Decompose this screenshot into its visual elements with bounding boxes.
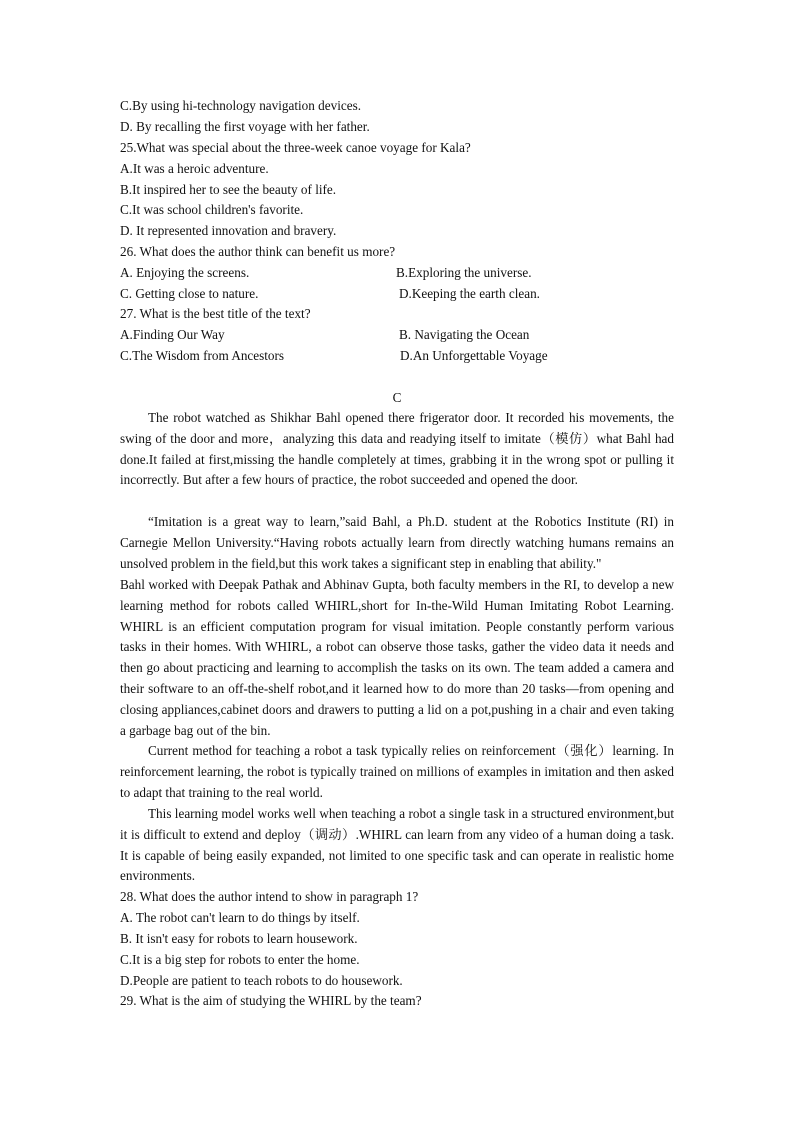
q28-question: 28. What does the author intend to show in paragraph 1? [120,889,419,904]
q26-option-a: A. Enjoying the screens. [120,265,250,280]
q25-option-b: B.It inspired her to see the beauty of life. [120,182,337,197]
q28-option-b: B. It isn't easy for robots to learn housework. [120,931,358,946]
q25-question: 25.What was special about the three-week canoe voyage for Kala? [120,140,471,155]
q25-option-a: A.It was a heroic adventure. [120,161,269,176]
q25-option-d: D. It represented innovation and bravery. [120,223,337,238]
passage-paragraph-2: “Imitation is a great way to learn,”said Bahl, a Ph.D. student at the Robotics Institute (RI) in Carnegie Mellon University.“Having robots actually learn from directly watching humans remains an unsolved problem in the field,but this work takes a significant step in enabling that ability." [120,514,674,571]
passage-paragraph-4: Current method for teaching a robot a task typically relies on reinforcement（强化）learning. In reinforcement learning, the robot is typically trained on millions of examples in imitation and then asked to adapt that training to the real world. [120,743,674,800]
q24-option-d: D. By recalling the first voyage with her father. [120,119,370,134]
q28-option-c: C.It is a big step for robots to enter the home. [120,952,360,967]
q27-option-d: D.An Unforgettable Voyage [400,348,548,363]
q26-question: 26. What does the author think can benefit us more? [120,244,396,259]
passage-paragraph-5: This learning model works well when teaching a robot a single task in a structured environment,but it is difficult to extend and deploy（调动）.WHIRL can learn from any video of a human doing a task. It is capable of being easily expanded, not limited to one specific task and can operate in realistic home environments. [120,806,674,884]
q27-option-a: A.Finding Our Way [120,327,225,342]
passage-paragraph-3: Bahl worked with Deepak Pathak and Abhinav Gupta, both faculty members in the RI, to develop a new learning method for robots called WHIRL,short for In-the-Wild Human Imitating Robot Learning. WHIRL is an efficient computation program for visual imitation. People constantly perform various tasks in their homes. With WHIRL, a robot can observe those tasks, gather the video data it needs and then go about practicing and learning to accomplish the tasks on its own. The team added a camera and their software to an off-the-shelf robot,and it learned how to do more than 20 tasks—from opening and closing appliances,cabinet doors and drawers to putting a lid on a pot,pushing in a chair and even taking a garbage bag out of the bin. [120,577,674,738]
section-c-heading: C [392,390,402,405]
q26-option-d: D.Keeping the earth clean. [399,286,540,301]
q26-option-c: C. Getting close to nature. [120,286,259,301]
q28-option-a: A. The robot can't learn to do things by itself. [120,910,360,925]
passage-paragraph-1: The robot watched as Shikhar Bahl opened there frigerator door. It recorded his movements, the swing of the door and more，analyzing this data and readying itself to imitate（模仿）what Bahl had done.It failed at first,missing the handle completely at times, grabbing it in the wrong spot or pulling it incorrectly. But after a few hours of practice, the robot succeeded and opened the door. [120,410,674,488]
q25-option-c: C.It was school children's favorite. [120,202,304,217]
q28-option-d: D.People are patient to teach robots to do housework. [120,973,403,988]
q29-question: 29. What is the aim of studying the WHIRL by the team? [120,993,422,1008]
q27-question: 27. What is the best title of the text? [120,306,311,321]
q24-option-c: C.By using hi-technology navigation devices. [120,98,362,113]
q27-option-b: B. Navigating the Ocean [399,327,530,342]
q26-option-b: B.Exploring the universe. [396,265,532,280]
q27-option-c: C.The Wisdom from Ancestors [120,348,285,363]
